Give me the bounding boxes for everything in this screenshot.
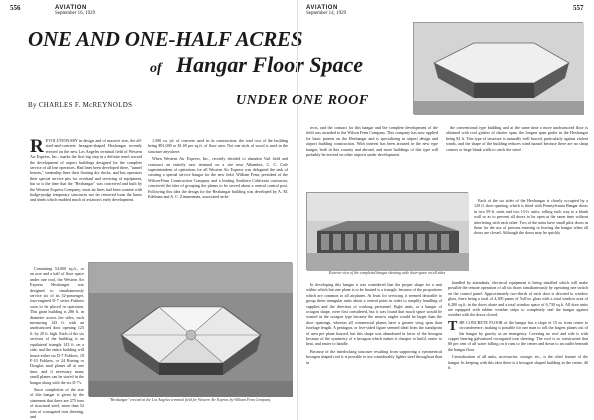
right-column-2-top <box>446 125 588 195</box>
paragraph: Containing 54,000 sq.ft., or an acre and a half of floor space under one roof, the Western Air Express Hexhangar was designed to simultaneously service six of its 32-passenger, four-engined D-7 series Fokkers soon to be placed in operation. This giant building is 286 ft. in diameter across the sides, each measuring 143 ft. with an unobstructed door opening 125 ft. by 20 ft. high. Each of the six sections of the building is an equilateral triangle 143 ft. on a side, and the entire building will house either six D-7 Fokkers, 18 F-10 Fokkers, or 24 Boeing or Douglas mail planes all at one time, and if necessary many small planes can be stored in the hangar along with the six D-7's. <box>30 266 84 385</box>
right-column-3 <box>306 282 442 416</box>
paragraph: In developing this hangar it was considered that the proper shape for a unit within which but one plane is to be housed is a triangle, because of the proportions which are common to all airplanes. At least for servicing it seemed desirable to group these triangular units about a central point in order to simplify handling of supplies and the direction of working personnel. Eight units, or a hangar of octagon shape, were first considered, but it was found that much space would be wasted in the octagon type because the narrow angles would be larger than the door openings, whereas all commercial planes have a greater wing span than fuselage length. A pentagon, or five-sided figure seemed ideal from the standpoint of area per plane housed, but this shape was abandoned in favor of the hexagon because of the symmetry of a hexagon which makes it cheaper to build, easier to heat, and easier to handle. <box>306 282 442 347</box>
photo-caption: Exterior view of the completed hangar showing wide door-space on all sides <box>328 271 446 275</box>
headline-line-3: UNDER ONE ROOF <box>236 93 369 108</box>
hangar-aerial-photo <box>88 262 292 396</box>
paragraph: Each of the six sides of the Hexhangar is closely occupied by a 120 ft. door opening, which is fitted with Pennsylvania Hangar doors in two 59-ft. units and two 15-ft. units, rolling each way to a blank wall so as to prevent all doors to be open at the same time without interfering with each other. Two of the units have small pilot doors in them for the use of persons entering or leaving the hangar when all doors are closed. Although the doors may be quickly <box>474 198 588 236</box>
paragraph: Since completion of the size of this hangar is given by the statement that there are 275 tons of structural steel, more than 52 tons of corrugated iron sheeting, and <box>30 386 84 419</box>
paragraph: Centralization of all units, accessories, storage, etc., is the chief feature of the hangar. In keeping with this idea there is a hexagon shaped building in the center, 40 ft. <box>448 354 588 371</box>
issue-date: September 14, 1929 <box>306 11 347 16</box>
paragraph: When Western Air Express, Inc., recently decided to abandon Vail field and construct an entirely new terminal on a site near Alhambra, C. C. Cole superintendent of operations for all Western Air Express was delegated the task of creating a special service hangar for the new field. William Fenn, president of the Wilson-Fenn Construction Company and a leading Southern California contractor, conceived the idea of grouping the planes to be served about a central control post. Following this idea the design for the Hexhangar building was developed by A. M. Edelman and A. C. Zimmerman, associated archi- <box>148 156 288 200</box>
left-column-2 <box>148 138 288 266</box>
drop-cap: T <box>448 318 458 334</box>
paragraph: EVOLUTIONARY in design and of massive size, the all-steel-and-concrete hexagon-shaped Hexhangar recently erected on the new Los Angeles terminal field of Western Air Express, Inc., marks the first big step in a definite trend toward the development of airport buildings designed for the complete service of all line operators. Had lines been developed there, "tunnel houses," steamship lines their floating dry docks, and bus operators their special service pits for overhaul and servicing of equipment, but so is the time that the "Hexhangar" was conceived and built by the Western Express Company; most air lines had been content with hodge-podge temporary structures not far removed from the barns and sheds which enabled much of aviation's early development. <box>30 138 142 203</box>
right-folio <box>306 6 346 16</box>
right-column-4 <box>448 280 588 416</box>
photo-caption: "Hexhangar" erected at the Los Angeles terminal field for Western Air Express by William Fenn Company. <box>109 398 271 402</box>
left-column-1-top <box>30 138 142 266</box>
headline-line-2: of Hangar Floor Space <box>150 52 364 77</box>
paragraph: tects, and the contract for this hangar and the complete development of the field was awarded to the Wilson Fenn Company. This company has now applied for basic patents on the Hexhangar and is specializing in airport design and airport building construction. With interest has been aroused in the new type hangar, both in this country and abroad, and more buildings of this type will probably be erected on other airports under development. <box>306 125 438 158</box>
hangar-exterior-image-top <box>414 23 584 115</box>
hangar-aerial-image <box>89 263 293 397</box>
left-folio <box>10 4 96 16</box>
publication-name: AVIATION <box>306 5 338 11</box>
right-column-2-middle <box>474 198 588 278</box>
left-column-1-bottom <box>30 266 84 419</box>
issue-date: September 16, 1929 <box>55 11 96 16</box>
hangar-exterior-photo-top <box>413 22 583 114</box>
publication-name: AVIATION <box>55 5 87 11</box>
paragraph: handled by attendants, electrical equipment is being installed which will make possible the remote operation of all six doors simultaneously by operating one switch on the control panel. Approximately two-thirds of each door is devoted to window glass, there being a total of 4,300 panes of 5x8-in. glass with a total window area of 6,200 sq.ft. in the doors alone and a total window space of 6,730 sq.ft. All door units are equipped with rubber weather strips to completely seal the hangar against weather with the doors closed. <box>448 280 588 318</box>
byline: By CHARLES F. McREYNOLDS <box>28 101 133 109</box>
page-number: 556 <box>10 4 21 12</box>
hangar-exterior-image <box>307 193 469 271</box>
page-number: 557 <box>573 4 584 12</box>
right-page-number-wrap <box>573 6 584 12</box>
headline-line-1: ONE AND ONE-HALF ACRES <box>28 27 303 51</box>
drop-cap: R <box>30 136 44 157</box>
paragraph: HE CONCRETE FLOOR of the hangar has a slope of 15 in. from center to circumference, making it possible for one man to roll the largest planes out of the hangar by gravity as an emergency. Covering no roof and side is with copper bearing galvanized corrugated iron sheeting. The roof is so constructed that 60 per cent of all water falling on it runs to the center and down to an outlet beneath the hangar floor. <box>448 319 588 352</box>
hangar-exterior-photo <box>306 192 468 270</box>
paragraph: 1,500 cu. yd. of concrete used in its construction, the total cost of the building being $91,000 or $1.69 per sq.ft. of floor area. Not one stick of wood is used in the structure anywhere. <box>148 138 288 154</box>
right-column-1-top <box>306 125 438 195</box>
paragraph: Because of the interlocking structure resulting from supporting a symmetrical hexagon shaped roof it is possible to use considerably lighter steel throughout than in <box>306 348 442 365</box>
paragraph: the conventional type building and at the same time a more unobstructed floor is obtained with roof girders of shorter span, the longest span girder in the Hexhangar being 82 ft. This type of structure is naturally well braced, particularly against violent winds, and the shape of the building reduces wind hazard because there are no sharp corners or large blank walls to catch the wind. <box>446 125 588 152</box>
